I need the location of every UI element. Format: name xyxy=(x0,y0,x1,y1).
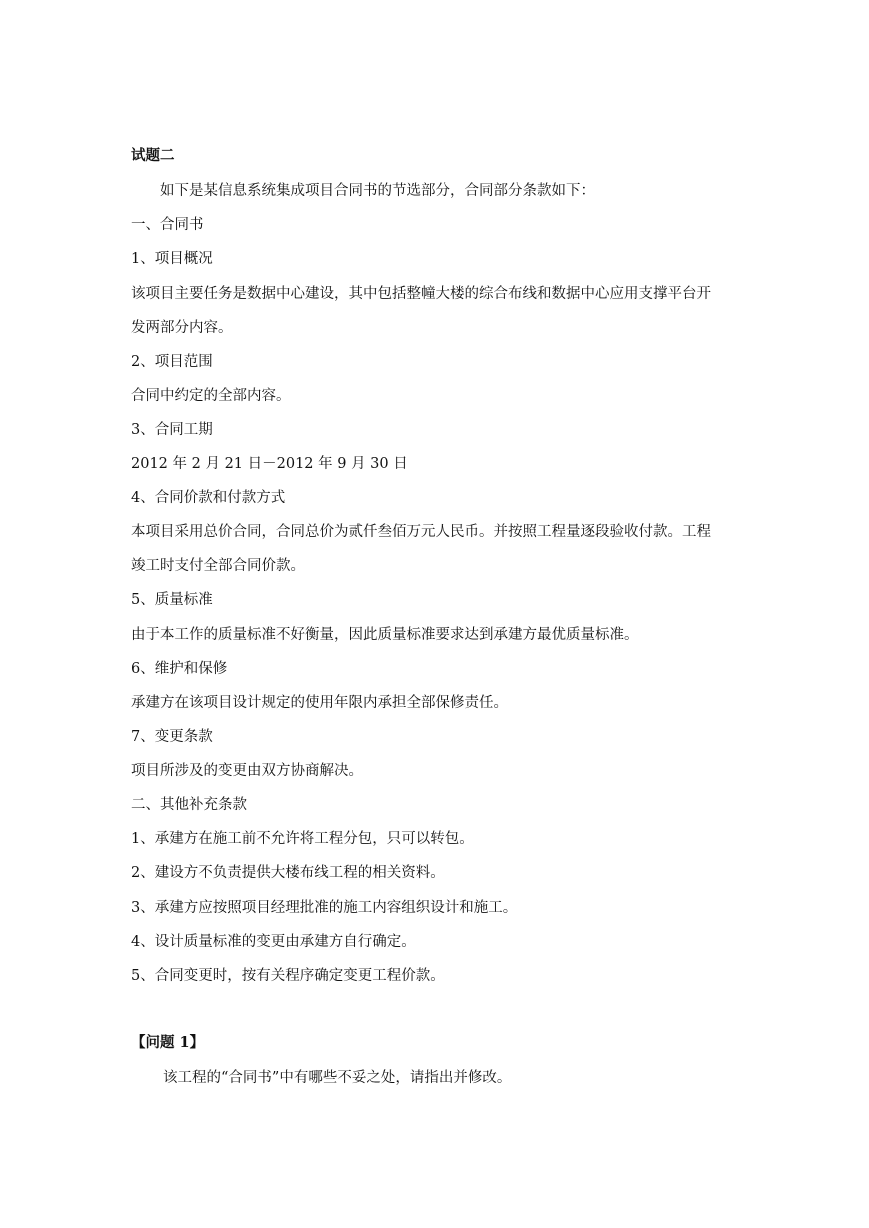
item-7-heading: 7、变更条款 xyxy=(131,729,213,745)
supplement-4: 4、设计质量标准的变更由承建方自行确定。 xyxy=(131,934,416,950)
item-5-heading: 5、质量标准 xyxy=(131,592,213,608)
item-4-body-line-2: 竣工时支付全部合同价款。 xyxy=(131,558,305,574)
item-6-heading: 6、维护和保修 xyxy=(131,661,228,677)
item-1-body-line-2: 发两部分内容。 xyxy=(131,320,233,336)
item-5-body: 由于本工作的质量标准不好衡量，因此质量标准要求达到承建方最优质量标准。 xyxy=(131,627,639,643)
item-6-body: 承建方在该项目设计规定的使用年限内承担全部保修责任。 xyxy=(131,695,508,711)
supplement-3: 3、承建方应按照项目经理批准的施工内容组织设计和施工。 xyxy=(131,900,518,916)
question-text: 该工程的“合同书”中有哪些不妥之处，请指出并修改。 xyxy=(163,1070,512,1086)
item-1-body-line-1: 该项目主要任务是数据中心建设，其中包括整幢大楼的综合布线和数据中心应用支撑平台开 xyxy=(131,286,711,302)
question-title: 【问题 1】 xyxy=(131,1034,205,1051)
section-title: 试题二 xyxy=(131,147,175,164)
item-2-body: 合同中约定的全部内容。 xyxy=(131,388,291,404)
item-4-body-line-1: 本项目采用总价合同，合同总价为贰仟叁佰万元人民币。并按照工程量逐段验收付款。工程 xyxy=(131,524,711,540)
item-7-body: 项目所涉及的变更由双方协商解决。 xyxy=(131,763,363,779)
supplement-1: 1、承建方在施工前不允许将工程分包，只可以转包。 xyxy=(131,831,474,847)
supplement-2: 2、建设方不负责提供大楼布线工程的相关资料。 xyxy=(131,865,445,881)
part2-heading: 二、其他补充条款 xyxy=(131,797,247,813)
supplement-5: 5、合同变更时，按有关程序确定变更工程价款。 xyxy=(131,968,445,984)
intro-paragraph: 如下是某信息系统集成项目合同书的节选部分，合同部分条款如下： xyxy=(160,183,595,199)
item-1-heading: 1、项目概况 xyxy=(131,251,213,267)
item-3-heading: 3、合同工期 xyxy=(131,422,213,438)
part1-heading: 一、合同书 xyxy=(131,217,204,233)
item-3-body: 2012 年 2 月 21 日－2012 年 9 月 30 日 xyxy=(131,456,408,472)
item-2-heading: 2、项目范围 xyxy=(131,354,213,370)
item-4-heading: 4、合同价款和付款方式 xyxy=(131,490,286,506)
